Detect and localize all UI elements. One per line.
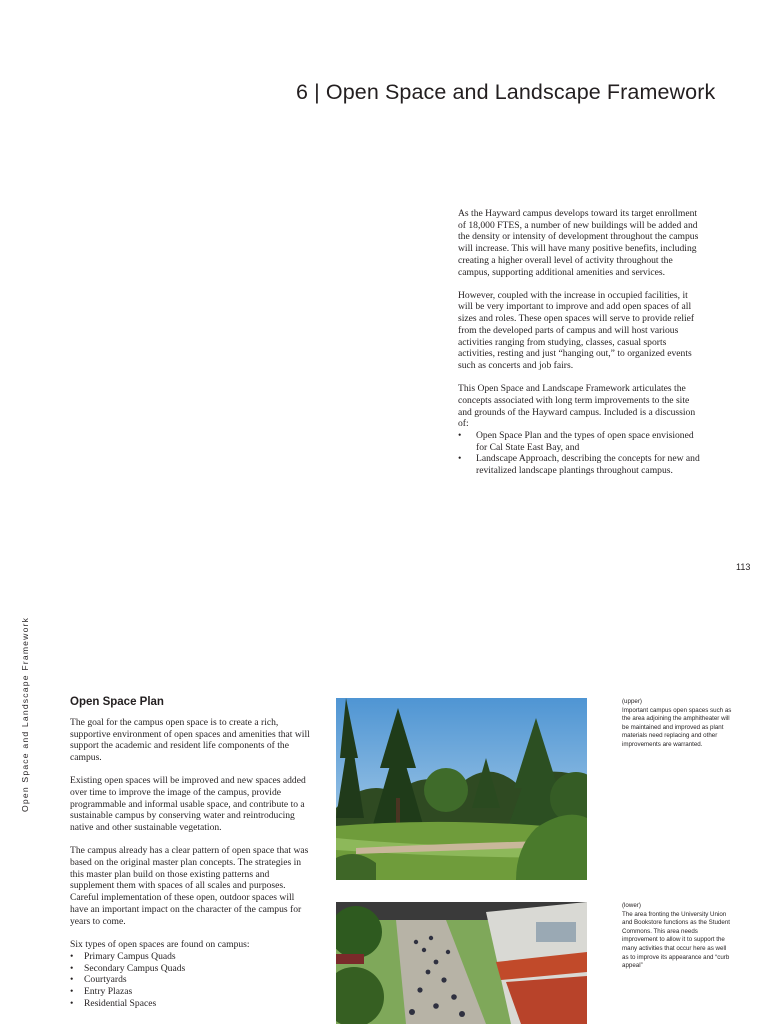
caption-lower (622, 902, 732, 971)
open-space-type-item: • Secondary Campus Quads (70, 963, 310, 975)
section-paragraph: Six types of open spaces are found on campus: (70, 938, 250, 950)
campus-lawn-illustration (336, 698, 587, 880)
intro-paragraph: However, coupled with the increase in occupied facilities, it will be very important to improve and add open spaces of all sizes and roles. These open spaces will serve to provide relief from the developed parts of campus and will host various activities ranging from studying, classes, casual sports activities, resting and just “hanging out,” to organized events such as concerts and job fairs. (458, 289, 695, 371)
open-space-type-item: • Courtyards (70, 974, 310, 986)
student-commons-illustration (336, 902, 587, 1024)
campus-lawn-photo (336, 698, 587, 880)
intro-bullet-list (458, 430, 702, 477)
caption-lower-text: The area fronting the University Union and Bookstore functions as the Student Commons. This area needs improvement to allow it to support the many activities that occur here as well as to improve its appearance and “curb appeal” (622, 910, 731, 970)
caption-upper-text: Important campus open spaces such as the area adjoining the amphitheater will be maintained and improved as plant materials need replacing and other improvements are warranted. (622, 706, 732, 748)
intro-paragraph: This Open Space and Landscape Framework articulates the concepts associated with long term improvements to the site and grounds of the Hayward campus. Included is a discussion of: (458, 383, 696, 430)
section-paragraph: The campus already has a clear pattern of open space that was based on the original master plan concepts. The strategies in this master plan build on those existing patterns and supplement them with spaces of all scales and purposes. Careful implementation of these open, outdoor spaces will have an important impact on the character of the campus for years to come. (70, 845, 309, 927)
intro-paragraph: As the Hayward campus develops toward its target enrollment of 18,000 FTES, a number of new buildings will be added and the density or intensity of development throughout the campus will increase. This will have many positive benefits, including creating a higher overall level of activity throughout the campus, supporting additional amenities and services. (458, 208, 699, 278)
intro-bullet-item: • Landscape Approach, describing the concepts for new and revitalized landscape plantings throughout campus. (458, 453, 702, 476)
open-space-types-list (70, 951, 310, 1010)
section-paragraph: Existing open spaces will be improved and new spaces added over time to improve the image of the campus, provide programmable and informal usable space, and contribute to a sustainable campus by conserving water and reintroducing native and other sustainable vegetation. (70, 775, 306, 834)
chapter-title: 6 | Open Space and Landscape Framework (296, 80, 716, 104)
intro-bullet-item: • Open Space Plan and the types of open space envisioned for Cal State East Bay, and (458, 430, 702, 453)
open-space-type-item: • Residential Spaces (70, 998, 310, 1010)
page-number: 113 (736, 562, 751, 572)
open-space-type-item: • Entry Plazas (70, 986, 310, 998)
caption-lower-tag: (lower) (622, 902, 641, 909)
open-space-type-item: • Primary Campus Quads (70, 951, 310, 963)
section-paragraph: The goal for the campus open space is to create a rich, supportive environment of open spaces and amenities that will support the academic and resident life components of the campus. (70, 717, 310, 764)
section-text-block (70, 717, 310, 1009)
caption-upper (622, 698, 732, 750)
intro-text-block (458, 208, 702, 477)
side-tab-label: Open Space and Landscape Framework (20, 616, 30, 812)
caption-upper-tag: (upper) (622, 698, 642, 705)
section-heading: Open Space Plan (70, 696, 164, 708)
student-commons-photo (336, 902, 587, 1024)
